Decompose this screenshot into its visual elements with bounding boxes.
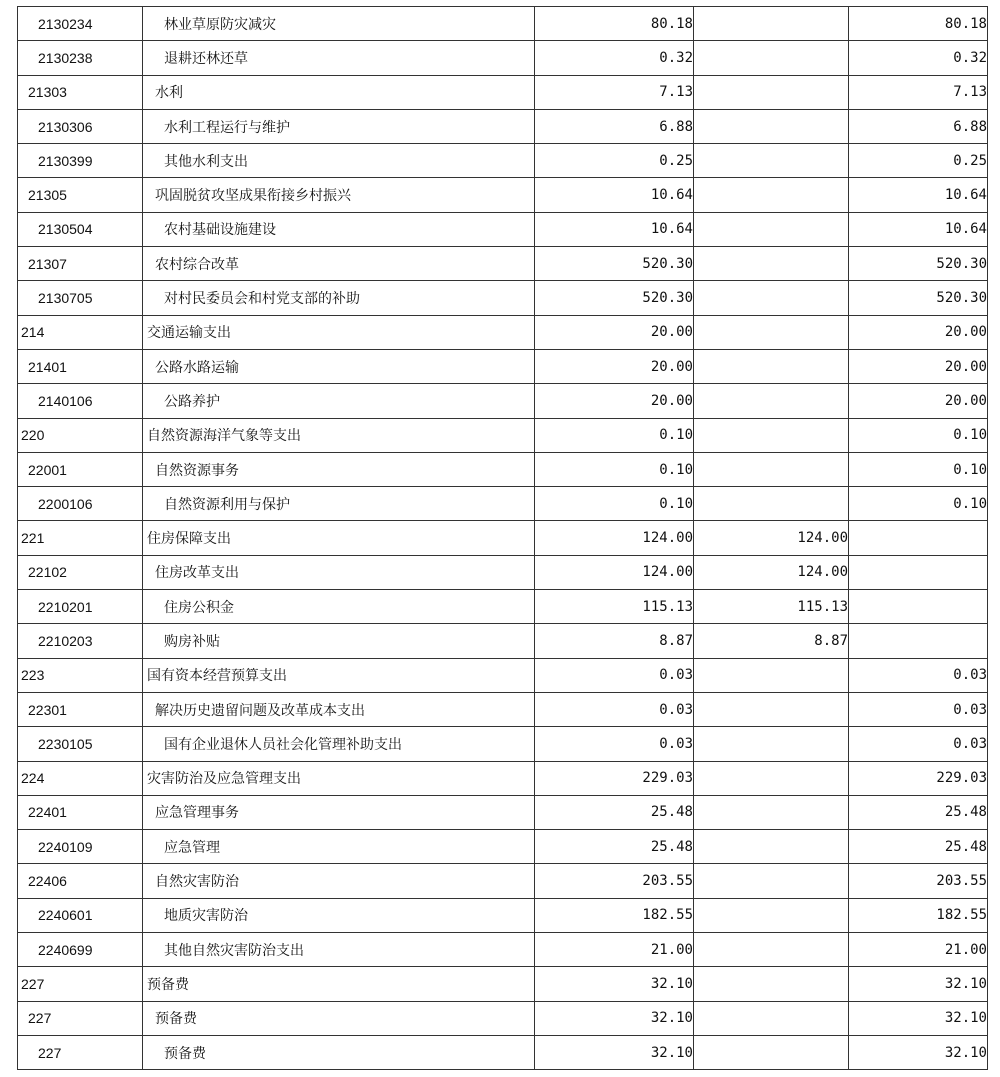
subject-name-cell: 公路水路运输 (143, 349, 535, 383)
total-amount-cell: 25.48 (535, 830, 694, 864)
table-row (18, 384, 988, 418)
project-expenditure-cell: 203.55 (849, 864, 988, 898)
basic-expenditure-cell: 115.13 (694, 590, 849, 624)
basic-expenditure-cell (694, 144, 849, 178)
total-amount-cell: 10.64 (535, 212, 694, 246)
subject-name-cell: 应急管理 (143, 830, 535, 864)
basic-expenditure-cell (694, 384, 849, 418)
subject-name-cell: 预备费 (143, 967, 535, 1001)
project-expenditure-cell: 20.00 (849, 349, 988, 383)
subject-code-cell: 2140106 (18, 384, 143, 418)
total-amount-cell: 10.64 (535, 178, 694, 212)
project-expenditure-cell: 20.00 (849, 315, 988, 349)
total-amount-cell: 520.30 (535, 281, 694, 315)
subject-code-cell: 21307 (18, 247, 143, 281)
project-expenditure-cell: 0.10 (849, 418, 988, 452)
total-amount-cell: 182.55 (535, 898, 694, 932)
basic-expenditure-cell (694, 349, 849, 383)
project-expenditure-cell: 80.18 (849, 7, 988, 41)
subject-code-cell: 22401 (18, 795, 143, 829)
basic-expenditure-cell (694, 178, 849, 212)
total-amount-cell: 25.48 (535, 795, 694, 829)
subject-name-cell: 其他自然灾害防治支出 (143, 933, 535, 967)
table-row (18, 727, 988, 761)
basic-expenditure-cell (694, 864, 849, 898)
subject-code-cell: 227 (18, 1035, 143, 1069)
basic-expenditure-cell (694, 761, 849, 795)
subject-name-cell: 住房改革支出 (143, 555, 535, 589)
total-amount-cell: 0.10 (535, 452, 694, 486)
table-row (18, 75, 988, 109)
table-row (18, 418, 988, 452)
subject-code-cell: 227 (18, 967, 143, 1001)
subject-name-cell: 退耕还林还草 (143, 41, 535, 75)
subject-name-cell: 住房保障支出 (143, 521, 535, 555)
subject-code-cell: 2240109 (18, 830, 143, 864)
project-expenditure-cell: 229.03 (849, 761, 988, 795)
subject-code-cell: 2230105 (18, 727, 143, 761)
total-amount-cell: 0.10 (535, 487, 694, 521)
total-amount-cell: 203.55 (535, 864, 694, 898)
table-row (18, 864, 988, 898)
subject-code-cell: 22301 (18, 692, 143, 726)
subject-name-cell: 住房公积金 (143, 590, 535, 624)
basic-expenditure-cell (694, 727, 849, 761)
total-amount-cell: 124.00 (535, 521, 694, 555)
total-amount-cell: 0.10 (535, 418, 694, 452)
subject-code-cell: 221 (18, 521, 143, 555)
total-amount-cell: 8.87 (535, 624, 694, 658)
project-expenditure-cell: 0.10 (849, 452, 988, 486)
subject-name-cell: 购房补贴 (143, 624, 535, 658)
subject-name-cell: 林业草原防灾减灾 (143, 7, 535, 41)
subject-name-cell: 应急管理事务 (143, 795, 535, 829)
project-expenditure-cell: 25.48 (849, 830, 988, 864)
total-amount-cell: 32.10 (535, 1001, 694, 1035)
table-row (18, 315, 988, 349)
total-amount-cell: 115.13 (535, 590, 694, 624)
subject-name-cell: 巩固脱贫攻坚成果衔接乡村振兴 (143, 178, 535, 212)
subject-name-cell: 自然资源海洋气象等支出 (143, 418, 535, 452)
total-amount-cell: 520.30 (535, 247, 694, 281)
subject-name-cell: 地质灾害防治 (143, 898, 535, 932)
table-row (18, 761, 988, 795)
subject-name-cell: 对村民委员会和村党支部的补助 (143, 281, 535, 315)
basic-expenditure-cell (694, 418, 849, 452)
basic-expenditure-cell (694, 41, 849, 75)
table-row (18, 830, 988, 864)
project-expenditure-cell: 0.03 (849, 692, 988, 726)
table-row (18, 590, 988, 624)
project-expenditure-cell (849, 521, 988, 555)
subject-name-cell: 自然资源利用与保护 (143, 487, 535, 521)
subject-code-cell: 2130234 (18, 7, 143, 41)
budget-table (17, 6, 988, 1070)
total-amount-cell: 0.03 (535, 692, 694, 726)
basic-expenditure-cell (694, 487, 849, 521)
table-row (18, 7, 988, 41)
basic-expenditure-cell (694, 75, 849, 109)
table-row (18, 1035, 988, 1069)
table-row (18, 487, 988, 521)
table-row (18, 144, 988, 178)
subject-name-cell: 国有企业退休人员社会化管理补助支出 (143, 727, 535, 761)
table-row (18, 212, 988, 246)
total-amount-cell: 0.32 (535, 41, 694, 75)
basic-expenditure-cell (694, 315, 849, 349)
table-row (18, 109, 988, 143)
table-row (18, 41, 988, 75)
project-expenditure-cell: 520.30 (849, 247, 988, 281)
project-expenditure-cell: 10.64 (849, 212, 988, 246)
subject-name-cell: 公路养护 (143, 384, 535, 418)
project-expenditure-cell: 0.32 (849, 41, 988, 75)
table-row (18, 967, 988, 1001)
project-expenditure-cell: 32.10 (849, 967, 988, 1001)
basic-expenditure-cell (694, 933, 849, 967)
project-expenditure-cell: 32.10 (849, 1035, 988, 1069)
subject-name-cell: 水利工程运行与维护 (143, 109, 535, 143)
subject-code-cell: 22406 (18, 864, 143, 898)
subject-name-cell: 水利 (143, 75, 535, 109)
subject-code-cell: 2240699 (18, 933, 143, 967)
project-expenditure-cell (849, 590, 988, 624)
basic-expenditure-cell (694, 7, 849, 41)
basic-expenditure-cell (694, 692, 849, 726)
table-row (18, 555, 988, 589)
table-row (18, 1001, 988, 1035)
subject-name-cell: 农村基础设施建设 (143, 212, 535, 246)
total-amount-cell: 0.03 (535, 658, 694, 692)
subject-name-cell: 交通运输支出 (143, 315, 535, 349)
subject-code-cell: 21401 (18, 349, 143, 383)
subject-code-cell: 2130306 (18, 109, 143, 143)
subject-code-cell: 2130705 (18, 281, 143, 315)
total-amount-cell: 32.10 (535, 1035, 694, 1069)
subject-code-cell: 214 (18, 315, 143, 349)
total-amount-cell: 21.00 (535, 933, 694, 967)
project-expenditure-cell: 6.88 (849, 109, 988, 143)
subject-code-cell: 224 (18, 761, 143, 795)
subject-name-cell: 灾害防治及应急管理支出 (143, 761, 535, 795)
total-amount-cell: 229.03 (535, 761, 694, 795)
subject-code-cell: 2200106 (18, 487, 143, 521)
basic-expenditure-cell: 124.00 (694, 521, 849, 555)
basic-expenditure-cell: 8.87 (694, 624, 849, 658)
table-row (18, 178, 988, 212)
basic-expenditure-cell (694, 452, 849, 486)
subject-code-cell: 22001 (18, 452, 143, 486)
table-row (18, 281, 988, 315)
basic-expenditure-cell (694, 1001, 849, 1035)
subject-code-cell: 2130399 (18, 144, 143, 178)
subject-code-cell: 21305 (18, 178, 143, 212)
table-row (18, 898, 988, 932)
project-expenditure-cell: 25.48 (849, 795, 988, 829)
subject-name-cell: 预备费 (143, 1001, 535, 1035)
subject-name-cell: 自然资源事务 (143, 452, 535, 486)
total-amount-cell: 32.10 (535, 967, 694, 1001)
project-expenditure-cell: 32.10 (849, 1001, 988, 1035)
total-amount-cell: 20.00 (535, 315, 694, 349)
total-amount-cell: 6.88 (535, 109, 694, 143)
project-expenditure-cell (849, 624, 988, 658)
table-row (18, 692, 988, 726)
project-expenditure-cell: 0.10 (849, 487, 988, 521)
subject-code-cell: 2130504 (18, 212, 143, 246)
subject-name-cell: 农村综合改革 (143, 247, 535, 281)
table-row (18, 349, 988, 383)
table-row (18, 658, 988, 692)
total-amount-cell: 124.00 (535, 555, 694, 589)
basic-expenditure-cell (694, 898, 849, 932)
table-row (18, 624, 988, 658)
basic-expenditure-cell (694, 212, 849, 246)
basic-expenditure-cell: 124.00 (694, 555, 849, 589)
table-row (18, 521, 988, 555)
subject-code-cell: 227 (18, 1001, 143, 1035)
basic-expenditure-cell (694, 967, 849, 1001)
subject-code-cell: 223 (18, 658, 143, 692)
basic-expenditure-cell (694, 795, 849, 829)
subject-name-cell: 自然灾害防治 (143, 864, 535, 898)
subject-code-cell: 2210203 (18, 624, 143, 658)
subject-name-cell: 国有资本经营预算支出 (143, 658, 535, 692)
project-expenditure-cell: 0.03 (849, 658, 988, 692)
project-expenditure-cell: 520.30 (849, 281, 988, 315)
total-amount-cell: 20.00 (535, 384, 694, 418)
project-expenditure-cell (849, 555, 988, 589)
project-expenditure-cell: 0.03 (849, 727, 988, 761)
table-row (18, 933, 988, 967)
project-expenditure-cell: 20.00 (849, 384, 988, 418)
project-expenditure-cell: 10.64 (849, 178, 988, 212)
project-expenditure-cell: 182.55 (849, 898, 988, 932)
subject-code-cell: 22102 (18, 555, 143, 589)
total-amount-cell: 0.25 (535, 144, 694, 178)
basic-expenditure-cell (694, 830, 849, 864)
table-row (18, 247, 988, 281)
total-amount-cell: 80.18 (535, 7, 694, 41)
project-expenditure-cell: 7.13 (849, 75, 988, 109)
basic-expenditure-cell (694, 1035, 849, 1069)
subject-name-cell: 解决历史遗留问题及改革成本支出 (143, 692, 535, 726)
total-amount-cell: 7.13 (535, 75, 694, 109)
subject-code-cell: 2240601 (18, 898, 143, 932)
basic-expenditure-cell (694, 658, 849, 692)
basic-expenditure-cell (694, 281, 849, 315)
project-expenditure-cell: 21.00 (849, 933, 988, 967)
subject-code-cell: 2210201 (18, 590, 143, 624)
basic-expenditure-cell (694, 109, 849, 143)
subject-code-cell: 220 (18, 418, 143, 452)
table-row (18, 452, 988, 486)
table-row (18, 795, 988, 829)
budget-table-body (18, 7, 988, 1070)
total-amount-cell: 0.03 (535, 727, 694, 761)
subject-code-cell: 2130238 (18, 41, 143, 75)
basic-expenditure-cell (694, 247, 849, 281)
subject-name-cell: 预备费 (143, 1035, 535, 1069)
subject-code-cell: 21303 (18, 75, 143, 109)
total-amount-cell: 20.00 (535, 349, 694, 383)
subject-name-cell: 其他水利支出 (143, 144, 535, 178)
project-expenditure-cell: 0.25 (849, 144, 988, 178)
